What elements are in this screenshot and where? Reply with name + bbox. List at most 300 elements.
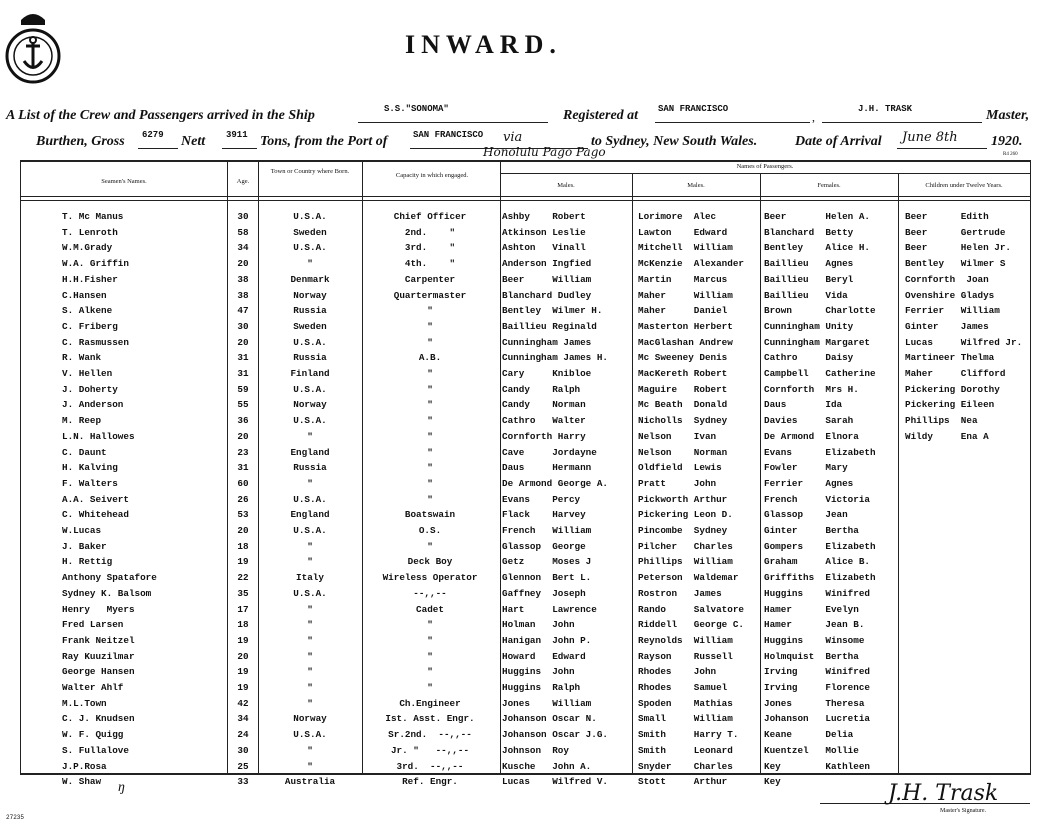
seaman-name: C. Rasmussen [62,336,129,348]
table-row [0,727,1041,742]
female-passenger: Davies Sarah [764,415,854,427]
male-passenger: Johanson Oscar J.G. [502,729,609,741]
child-passenger: Bentley Wilmer S [905,258,1006,270]
seaman-capacity: Chief Officer [393,211,467,222]
seaman-birthplace: Denmark [290,273,330,285]
table-row [0,366,1041,381]
table-row [0,633,1041,648]
seaman-age: 31 [237,462,249,474]
table-row [0,617,1041,632]
male-passenger: Nicholls Sydney [638,415,728,427]
table-row [0,382,1041,397]
male-passenger: Jones William [502,697,592,709]
seaman-birthplace: U.S.A. [293,336,327,348]
seaman-birthplace: Sweden [293,320,327,332]
female-passenger: Huggins Winifred [764,587,871,599]
seaman-age: 31 [237,352,249,364]
child-passenger: Lucas Wilfred Jr. [905,336,1023,348]
document-title: INWARD. [405,30,562,59]
male-passenger: Lawton Edward [638,226,728,238]
female-passenger: Hamer Jean B. [764,619,865,631]
seaman-name: Henry Myers [62,603,135,615]
male-passenger: Cunningham James [502,336,592,348]
female-passenger: Key Kathleen [764,760,871,772]
seaman-name: J.P.Rosa [62,760,107,772]
male-passenger: Oldfield Lewis [638,462,722,474]
seaman-capacity: " [427,682,433,693]
male-passenger: Riddell George C. [638,619,745,631]
table-row [0,225,1041,240]
seaman-age: 18 [237,540,249,552]
seaman-capacity: " [427,540,433,552]
table-row [0,319,1041,334]
seaman-age: 20 [237,525,249,536]
table-row [0,759,1041,774]
table-row [0,397,1041,412]
male-passenger: Ashton Vinall [502,242,586,254]
seaman-birthplace: U.S.A. [293,587,327,599]
seaman-capacity: " [427,619,433,631]
seaman-capacity: Ist. Asst. Engr. [385,713,475,725]
male-passenger: Atkinson Leslie [502,226,586,238]
seaman-capacity: " [427,666,433,678]
bottom-form-code: 27235 [6,814,25,821]
table-row [0,460,1041,475]
seaman-age: 47 [237,305,249,317]
seaman-name: C. Daunt [62,446,107,458]
seaman-age: 19 [237,634,249,646]
table-row [0,413,1041,428]
seaman-name: C. J. Knudsen [62,713,135,725]
seaman-name: T. Mc Manus [62,211,124,222]
female-passenger: Keane Delia [764,729,854,741]
seaman-capacity: " [427,446,433,458]
seaman-birthplace: Sweden [293,226,327,238]
seaman-name: Sydney K. Balsom [62,587,152,599]
seaman-capacity: " [427,305,433,317]
male-passenger: McKenzie Alexander [638,258,745,270]
seaman-name: J. Anderson [62,399,124,411]
col-passengers: Names of Passengers. [736,163,794,170]
seaman-name: M. Reep [62,415,102,427]
seaman-age: 34 [237,242,249,254]
table-row [0,696,1041,711]
male-passenger: Cary Knibloe [502,368,592,379]
male-passenger: Glennon Bert L. [502,572,592,584]
seaman-birthplace: U.S.A. [293,242,327,254]
male-passenger: Maguire Robert [638,383,728,395]
female-passenger: Baillieu Agnes [764,258,854,270]
seaman-birthplace: " [307,540,313,552]
seaman-name: C.Hansen [62,289,107,301]
col-females: Females. [817,182,841,189]
male-passenger: Stott Arthur [638,776,728,788]
seaman-capacity: Quartermaster [393,289,467,301]
male-passenger: Rhodes John [638,666,717,678]
seaman-age: 20 [237,336,249,348]
seaman-name: M.L.Town [62,697,107,709]
registered-label: Registered at [563,108,639,123]
female-passenger: Kuentzel Mollie [764,744,859,756]
seaman-age: 55 [237,399,249,411]
seaman-capacity: " [427,650,433,662]
female-passenger: Fowler Mary [764,462,848,474]
child-passenger: Wildy Ena A [905,430,989,442]
master-signature: J.H. Trask [888,781,999,806]
nett-label: Nett [181,134,206,149]
table-row [0,649,1041,664]
seaman-name: L.N. Hallowes [62,430,135,442]
seaman-age: 24 [237,729,249,741]
seaman-capacity: Jr. " --,,-- [390,744,470,756]
male-passenger: Baillieu Reginald [502,320,597,332]
male-passenger: Daus Hermann [502,462,592,474]
male-passenger: Phillips William [638,556,733,568]
form-code: R4 260 [1003,152,1018,157]
female-passenger: Gompers Elizabeth [764,540,876,552]
male-passenger: Johanson Oscar N. [502,713,597,725]
male-passenger: Evans Percy [502,493,581,505]
seaman-birthplace: Russia [293,462,327,474]
table-row [0,335,1041,350]
ship-name: S.S."SONOMA" [384,104,449,114]
seaman-birthplace: " [307,634,313,646]
col-males-1: Males. [557,182,575,189]
seaman-capacity: Carpenter [404,273,456,285]
female-passenger: Baillieu Vida [764,289,848,301]
female-passenger: Campbell Catherine [764,368,876,379]
seaman-capacity: A.B. [418,352,442,364]
seaman-capacity: Sr.2nd. --,,-- [388,729,472,741]
male-passenger: Hanigan John P. [502,634,592,646]
female-passenger: Ginter Bertha [764,525,859,536]
seaman-name: Ray Kuuzilmar [62,650,135,662]
male-passenger: Huggins John [502,666,575,678]
seaman-name: H. Kalving [62,462,118,474]
via-handwritten: via [503,130,523,145]
table-row [0,350,1041,365]
female-passenger: Cunningham Unity [764,320,854,332]
table-row [0,680,1041,695]
female-passenger: Hamer Evelyn [764,603,859,615]
female-passenger: Holmquist Bertha [764,650,859,662]
seaman-birthplace: U.S.A. [293,415,327,427]
child-passenger: Beer Helen Jr. [905,242,1012,254]
seaman-capacity: 3rd. " [404,242,456,254]
table-row [0,711,1041,726]
tons-from-label: Tons, from the Port of [260,134,388,149]
male-passenger: Nelson Ivan [638,430,717,442]
seaman-birthplace: " [307,258,313,270]
male-passenger: Getz Moses J [502,556,592,568]
male-passenger: Glassop George [502,540,586,552]
seaman-name: C. Friberg [62,320,118,332]
male-passenger: Hart Lawrence [502,603,597,615]
table-row [0,570,1041,585]
seaman-birthplace: Norway [293,399,327,411]
female-passenger: Brown Charlotte [764,305,876,317]
seaman-age: 35 [237,587,249,599]
female-passenger: Irving Winifred [764,666,871,678]
child-passenger: Pickering Dorothy [905,383,1000,395]
table-row [0,586,1041,601]
female-passenger: De Armond Elnora [764,430,859,442]
seaman-age: 22 [237,572,249,584]
child-passenger: Ovenshire Gladys [905,289,995,301]
seaman-age: 38 [237,289,249,301]
via-ports-handwritten: Honolulu Pago Pago [483,145,606,159]
registered-port: SAN FRANCISCO [658,104,729,114]
seaman-capacity: " [427,634,433,646]
male-passenger: Candy Norman [502,399,586,411]
seaman-name: W. F. Quigg [62,729,124,741]
seaman-capacity: Boatswain [404,509,456,521]
table-row [0,743,1041,758]
master-label: Master, [986,108,1030,123]
female-passenger: Ferrier Agnes [764,477,854,489]
seaman-birthplace: U.S.A. [293,211,327,222]
male-passenger: Cathro Walter [502,415,586,427]
female-passenger: Cathro Daisy [764,352,854,364]
seaman-birthplace: England [290,509,330,521]
male-passenger: Peterson Waldemar [638,572,739,584]
seaman-name: C. Whitehead [62,509,129,521]
seaman-age: 53 [237,509,249,521]
seaman-name: F. Walters [62,477,118,489]
seaman-birthplace: U.S.A. [293,525,327,536]
col-capacity: Capacity in which engaged. [395,172,469,179]
male-passenger: Rostron James [638,587,722,599]
female-passenger: Baillieu Beryl [764,273,854,285]
list-heading-text: A List of the Crew and Passengers arrived in the Ship [6,108,315,123]
table-row [0,554,1041,569]
child-passenger: Cornforth Joan [905,273,989,285]
male-passenger: Pilcher Charles [638,540,733,552]
table-row [0,774,1041,789]
seaman-capacity: " [427,493,433,505]
male-passenger: Martin Marcus [638,273,728,285]
child-passenger: Beer Edith [905,211,989,222]
female-passenger: Huggins Winsome [764,634,865,646]
female-passenger: Johanson Lucretia [764,713,871,725]
female-passenger: Irving Florence [764,682,871,693]
seaman-name: J. Baker [62,540,107,552]
male-passenger: MacGlashan Andrew [638,336,733,348]
seaman-birthplace: U.S.A. [293,493,327,505]
male-passenger: Masterton Herbert [638,320,733,332]
seaman-birthplace: Italy [296,572,324,584]
male-passenger: French William [502,525,592,536]
seaman-name: Frank Neitzel [62,634,135,646]
female-passenger: Cunningham Margaret [764,336,871,348]
seaman-capacity: " [427,462,433,474]
seaman-birthplace: " [307,682,313,693]
seaman-name: J. Doherty [62,383,118,395]
seaman-age: 36 [237,415,249,427]
seaman-birthplace: " [307,744,313,756]
table-row [0,240,1041,255]
child-passenger: Beer Gertrude [905,226,1006,238]
male-passenger: Candy Ralph [502,383,581,395]
seaman-birthplace: Russia [293,352,327,364]
seaman-birthplace: " [307,619,313,631]
seaman-birthplace: " [307,650,313,662]
seaman-capacity: " [427,368,433,379]
table-row [0,539,1041,554]
female-passenger: Daus Ida [764,399,843,411]
seaman-age: 19 [237,682,249,693]
male-passenger: Smith Leonard [638,744,733,756]
seaman-capacity: O.S. [418,525,442,536]
female-passenger: Bentley Alice H. [764,242,871,254]
male-passenger: De Armond George A. [502,477,609,489]
seaman-age: 58 [237,226,249,238]
seaman-birthplace: Russia [293,305,327,317]
child-passenger: Pickering Eileen [905,399,995,411]
male-passenger: Flack Harvey [502,509,586,521]
male-passenger: Johnson Roy [502,744,569,756]
seaman-birthplace: U.S.A. [293,383,327,395]
nett-tons: 3911 [226,130,248,140]
seaman-capacity: Cadet [416,603,444,615]
seaman-capacity: " [427,320,433,332]
child-passenger: Maher Clifford [905,368,1006,379]
male-passenger: Rayson Russell [638,650,733,662]
male-passenger: Rhodes Samuel [638,682,728,693]
male-passenger: Mc Beath Donald [638,399,728,411]
master-name: J.H. TRASK [858,104,913,114]
table-row [0,272,1041,287]
seaman-age: 31 [237,368,249,379]
female-passenger: Jones Theresa [764,697,865,709]
seaman-name: Walter Ahlf [62,682,124,693]
seaman-age: 30 [237,211,249,222]
seaman-age: 19 [237,556,249,568]
table-row [0,288,1041,303]
seaman-age: 30 [237,744,249,756]
arrival-year: 1920. [991,134,1023,149]
female-passenger: Glassop Jean [764,509,848,521]
male-passenger: Gaffney Joseph [502,587,586,599]
col-seamen-names: Seamen's Names. [101,178,147,185]
seaman-name: V. Hellen [62,368,113,379]
table-row [0,507,1041,522]
seaman-birthplace: " [307,697,313,709]
seaman-birthplace: " [307,477,313,489]
col-born: Town or Country where Born. [270,168,350,175]
customs-seal-logo [4,6,62,86]
seaman-age: 25 [237,760,249,772]
seaman-capacity: 3rd. --,,-- [396,760,464,772]
seaman-age: 23 [237,446,249,458]
child-passenger: Martineer Thelma [905,352,995,364]
table-row [0,209,1041,224]
table-row [0,492,1041,507]
seaman-age: 26 [237,493,249,505]
female-passenger: Cornforth Mrs H. [764,383,859,395]
seaman-birthplace: U.S.A. [293,729,327,741]
table-row [0,476,1041,491]
seaman-name: W.A. Griffin [62,258,129,270]
arrival-label: Date of Arrival [795,134,882,149]
male-passenger: Bentley Wilmer H. [502,305,603,317]
seaman-age: 19 [237,666,249,678]
male-passenger: Mitchell William [638,242,733,254]
male-passenger: Smith Harry T. [638,729,739,741]
seaman-age: 59 [237,383,249,395]
seaman-capacity: Ch.Engineer [399,697,461,709]
male-passenger: Ashby Robert [502,211,586,222]
seaman-age: 20 [237,430,249,442]
male-passenger: Holman John [502,619,575,631]
burthen-label: Burthen, Gross [36,134,125,149]
female-passenger: Beer Helen A. [764,211,871,222]
male-passenger: MacKereth Robert [638,368,728,379]
seaman-capacity: Wireless Operator [382,572,478,584]
seaman-capacity: " [427,415,433,427]
table-row [0,664,1041,679]
table-row [0,602,1041,617]
table-row [0,256,1041,271]
seaman-birthplace: " [307,430,313,442]
seaman-capacity: 4th. " [404,258,456,270]
seaman-name: S. Fullalove [62,744,129,756]
arrival-date: June 8th [902,130,958,145]
seaman-name: W.Lucas [62,525,102,536]
table-row [0,429,1041,444]
male-passenger: Cunningham James H. [502,352,609,364]
seaman-name: W. Shaw [62,776,102,788]
col-children: Children under Twelve Years. [925,182,1003,189]
female-passenger: Evans Elizabeth [764,446,876,458]
male-passenger: Lorimore Alec [638,211,717,222]
signature-label: Master's Signature. [940,808,987,814]
male-passenger: Rando Salvatore [638,603,745,615]
seaman-birthplace: Finland [290,368,330,379]
seaman-name: Fred Larsen [62,619,124,631]
gross-tons: 6279 [142,130,164,140]
seaman-birthplace: " [307,603,313,615]
female-passenger: Key [764,776,781,788]
col-males-2: Males. [687,182,705,189]
seaman-age: 60 [237,477,249,489]
seaman-age: 42 [237,697,249,709]
seaman-age: 17 [237,603,249,615]
seaman-birthplace: Norway [293,289,327,301]
male-passenger: Beer William [502,273,592,285]
seaman-capacity: " [427,336,433,348]
seaman-name: H. Rettig [62,556,113,568]
seaman-capacity: " [427,430,433,442]
destination-label: to Sydney, New South Wales. [591,134,758,149]
male-passenger: Kusche John A. [502,760,592,772]
child-passenger: Ginter James [905,320,989,332]
seaman-birthplace: England [290,446,330,458]
seaman-age: 20 [237,258,249,270]
seaman-birthplace: Australia [284,776,336,788]
male-passenger: Cave Jordayne [502,446,597,458]
male-passenger: Spoden Mathias [638,697,733,709]
seaman-capacity: Deck Boy [407,556,453,568]
seaman-name: S. Alkene [62,305,113,317]
seaman-age: 38 [237,273,249,285]
child-passenger: Phillips Nea [905,415,978,427]
male-passenger: Maher Daniel [638,305,728,317]
male-passenger: Pratt John [638,477,717,489]
male-passenger: Small William [638,713,733,725]
seaman-name: T. Lenroth [62,226,118,238]
seaman-age: 18 [237,619,249,631]
